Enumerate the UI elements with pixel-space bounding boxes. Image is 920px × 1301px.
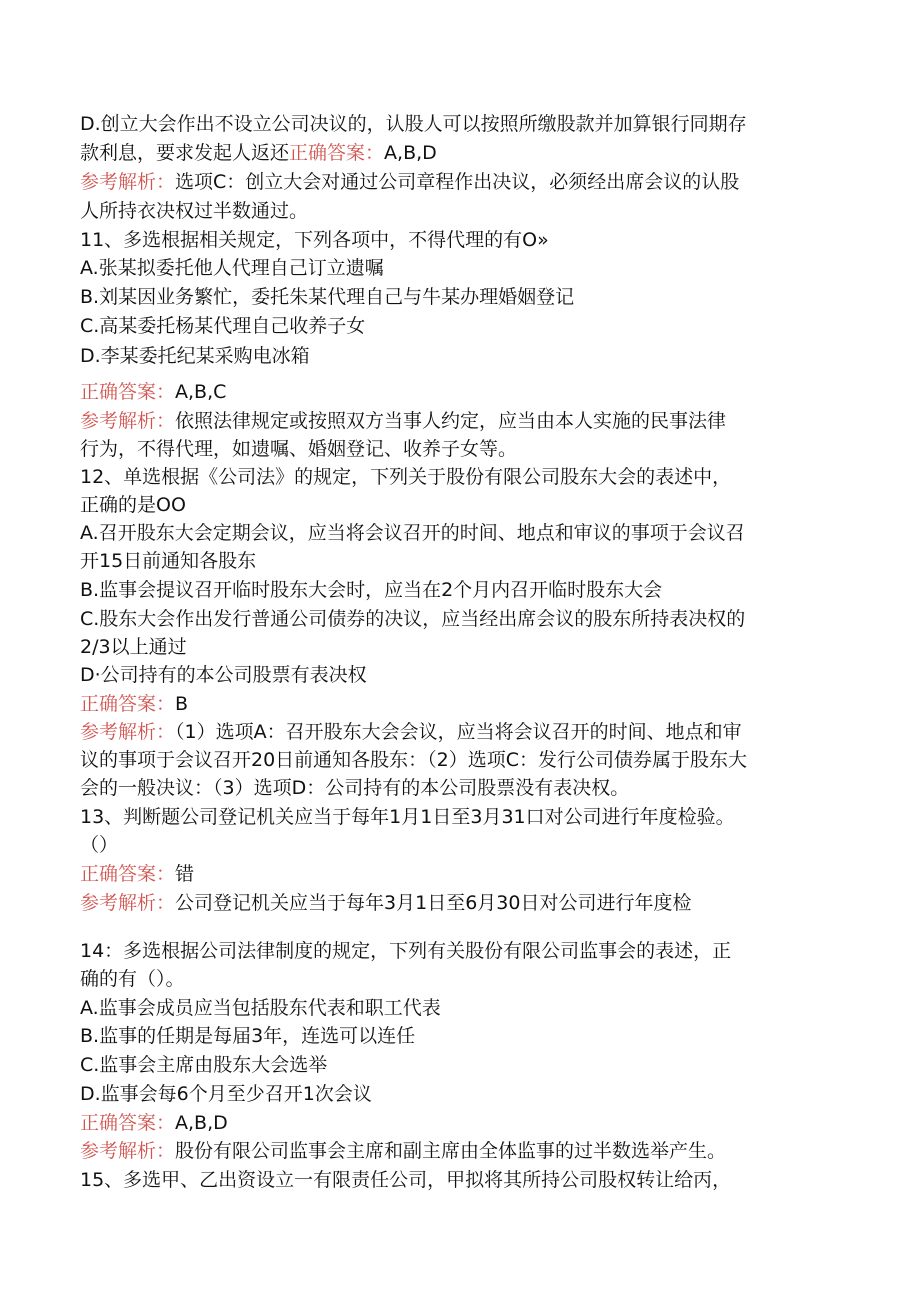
answer-q11 — [80, 378, 226, 406]
option-c-q14: C.监事会主席由股东大会选举 — [80, 1054, 328, 1076]
explanation-q13: 参考解析：公司登记机关应当于每年3月1日至6月30日对公司进行年度检 — [80, 892, 692, 914]
option-c-q11: C.高某委托杨某代理自己收养子女 — [80, 315, 366, 337]
explanation-q10-cont: 人所持衣决权过半数通过。 — [80, 200, 309, 222]
question-13-cont: （） — [80, 834, 119, 856]
answer-label: 正确答案： — [80, 381, 176, 403]
explanation-q11-cont: 行为，不得代理，如遗嘱、婚姻登记、收养子女等。 — [80, 438, 518, 460]
answer-value: 错 — [175, 863, 195, 885]
explanation-q12-cont1: 议的事项于会议召开20日前通知各股东：（2）选项C：发行公司债券属于股东大 — [80, 749, 748, 771]
answer-value: A,B,C — [175, 381, 227, 403]
question-12-cont: 正确的是OO — [80, 494, 186, 516]
question-12: 12、单选根据《公司法》的规定，下列关于股份有限公司股东大会的表述中， — [80, 466, 732, 488]
answer-q12 — [80, 690, 188, 718]
question-11: 11、多选根据相关规定，下列各项中，不得代理的有O» — [80, 229, 549, 251]
explanation-q11: 参考解析：依照法律规定或按照双方当事人约定，应当由本人实施的民事法律 — [80, 410, 727, 432]
answer-label: 正确答案： — [80, 1112, 176, 1134]
option-c-q12-cont: 2/3以上通过 — [80, 636, 187, 658]
option-b-q12: B.监事会提议召开临时股东大会时，应当在2个月内召开临时股东大会 — [80, 579, 663, 601]
option-d-q10: D.创立大会作出不设立公司决议的，认股人可以按照所缴股款并加算银行同期存 — [80, 113, 747, 135]
explanation-q12-cont2: 会的一般决议：（3）选项D：公司持有的本公司股票没有表决权。 — [80, 777, 630, 799]
option-c-q12: C.股东大会作出发行普通公司债券的决议，应当经出席会议的股东所持表决权的 — [80, 608, 746, 630]
answer-value: B — [175, 693, 189, 715]
answer-label: 正确答案： — [289, 142, 385, 164]
option-d-q10-cont: 款利息，要求发起人返还正确答案：A,B,D — [80, 142, 437, 164]
option-a-q14: A.监事会成员应当包括股东代表和职工代表 — [80, 997, 441, 1019]
option-d-q14: D.监事会每6个月至少召开1次会议 — [80, 1083, 372, 1105]
explanation-q10: 参考解析：选项C：创立大会对通过公司章程作出决议，必须经出席会议的认股 — [80, 171, 740, 193]
explanation-label: 参考解析： — [80, 1140, 176, 1162]
option-a-q11: A.张某拟委托他人代理自己订立遗嘱 — [80, 257, 384, 279]
option-b-q11: B.刘某因业务繁忙，委托朱某代理自己与牛某办理婚姻登记 — [80, 286, 575, 308]
explanation-label: 参考解析： — [80, 892, 176, 914]
option-b-q14: B.监事的任期是每届3年，连选可以连任 — [80, 1025, 416, 1047]
question-13: 13、判断题公司登记机关应当于每年1月1日至3月31口对公司进行年度检验。 — [80, 806, 735, 828]
answer-q14 — [80, 1109, 228, 1137]
question-15: 15、多选甲、乙出资设立一有限责任公司，甲拟将其所持公司股权转让给丙， — [80, 1169, 732, 1191]
answer-value: A,B,D — [384, 142, 437, 164]
explanation-label: 参考解析： — [80, 171, 176, 193]
explanation-q14: 参考解析：股份有限公司监事会主席和副主席由全体监事的过半数选举产生。 — [80, 1140, 727, 1162]
question-14-cont: 确的有（）。 — [80, 968, 185, 990]
explanation-label: 参考解析： — [80, 721, 176, 743]
option-a-q12: A.召开股东大会定期会议，应当将会议召开的时间、地点和审议的事项于会议召 — [80, 522, 745, 544]
question-14: 14：多选根据公司法律制度的规定，下列有关股份有限公司监事会的表述，正 — [80, 940, 732, 962]
answer-label: 正确答案： — [80, 863, 176, 885]
explanation-label: 参考解析： — [80, 410, 176, 432]
answer-q13 — [80, 860, 194, 888]
explanation-q12: 参考解析：（1）选项A：召开股东大会会议，应当将会议召开的时间、地点和审 — [80, 721, 742, 743]
answer-value: A,B,D — [175, 1112, 228, 1134]
option-d-q11: D.李某委托纪某采购电冰箱 — [80, 345, 310, 367]
option-a-q12-cont: 开15日前通知各股东 — [80, 550, 257, 572]
option-d-q12: D·公司持有的本公司股票有表决权 — [80, 664, 367, 686]
answer-label: 正确答案： — [80, 693, 176, 715]
